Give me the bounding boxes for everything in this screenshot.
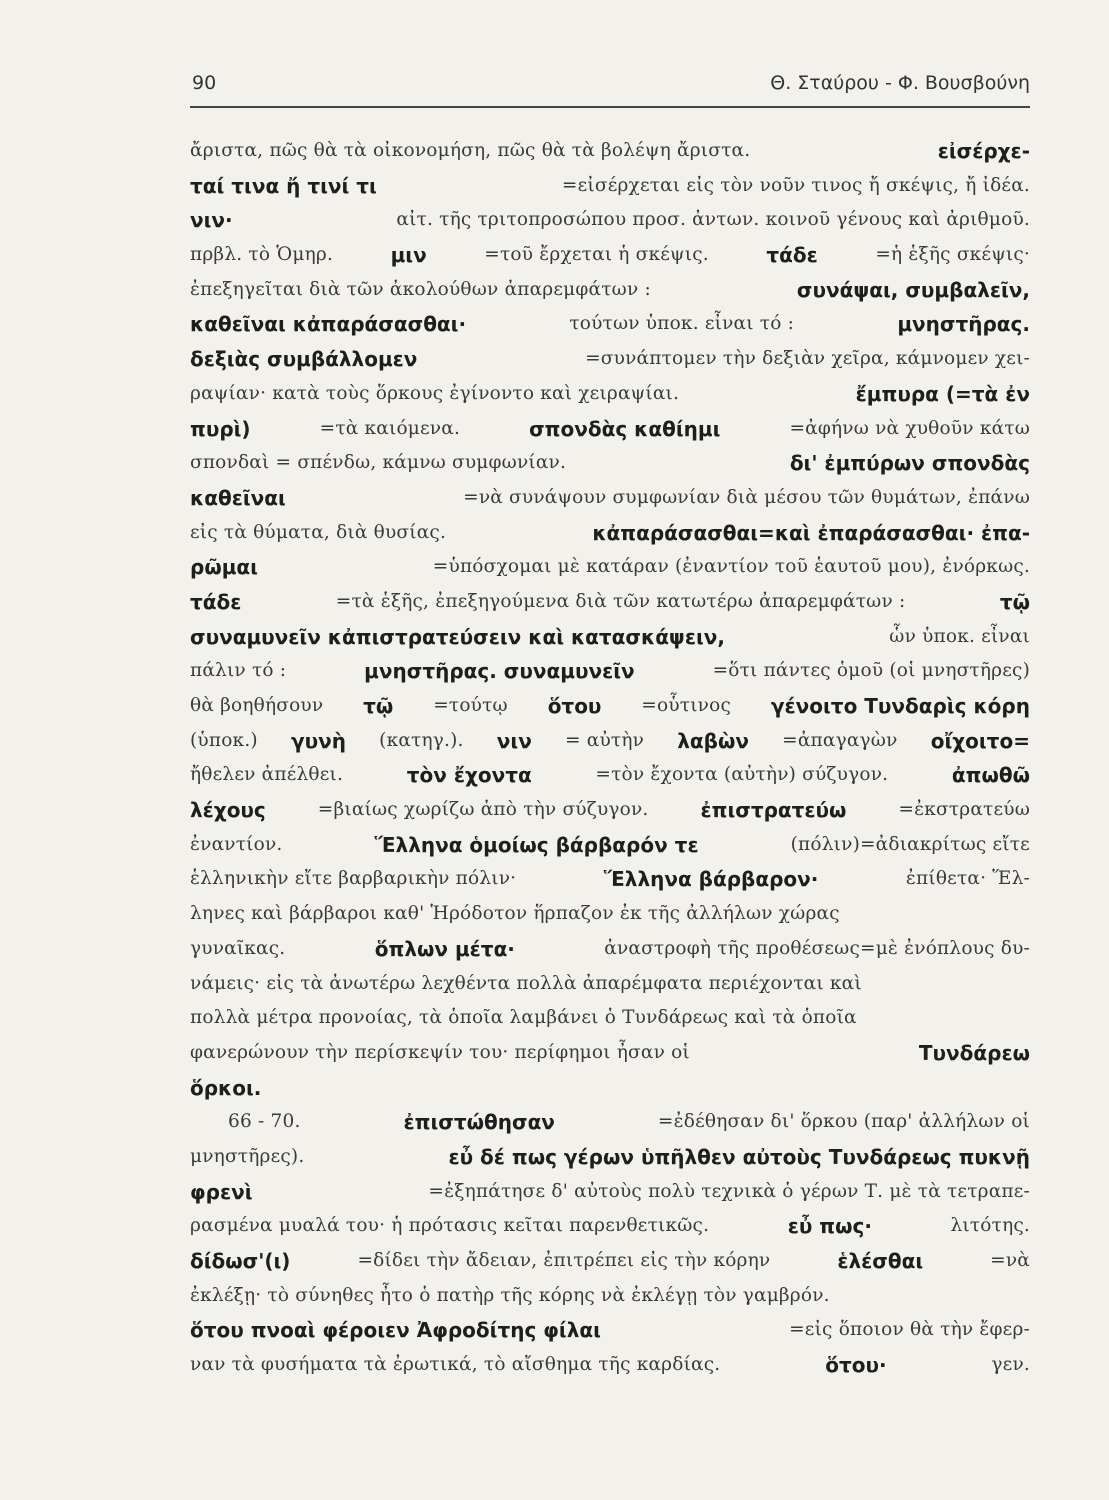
lemma-term: καθεῖναι [190,485,286,510]
gloss-text: =ἐκστρατεύω [898,799,1030,821]
gloss-text: ἄριστα, πῶς θὰ τὰ οἰκονομήση, πῶς θὰ τὰ βολέψη ἄριστα. [190,140,751,161]
text-line [190,932,1030,967]
text-line [190,516,1030,551]
text-line [190,828,1030,863]
text-line [190,273,1030,308]
page-header [192,72,1030,102]
gloss-text: ἀναστροφὴ τῆς προθέσεως=μὲ ἐνόπλους δυ- [604,937,1030,959]
lemma-term: φρενὶ [190,1179,253,1204]
header-rule [190,106,1030,108]
lemma-term: εὖ πως· [787,1214,872,1239]
gloss-text: ἐπίθετα· Ἕλ- [905,868,1030,890]
lemma-term: ὅπλων μέτα· [374,936,515,961]
text-line [190,620,1030,655]
gloss-text: =εἰς ὅποιον θὰ τὴν ἔφερ- [789,1319,1030,1341]
lemma-term: σπονδὰς καθίημι [529,416,721,441]
gloss-text: εἰς τὰ θύματα, διὰ θυσίας. [190,521,447,543]
gloss-text: =δίδει τὴν ἄδειαν, ἐπιτρέπει εἰς τὴν κόρην [357,1250,771,1271]
gloss-text: =ἀφήνω νὰ χυθοῦν κάτω [789,417,1030,439]
gloss-text: πολλὰ μέτρα προνοίας, τὰ ὁποῖα λαμβάνει ὁ Τυνδάρεως καὶ τὰ ὁποῖα [190,1007,857,1029]
text-line [190,1071,1030,1106]
lemma-term: ὅτου [547,694,602,718]
lemma-term: ἐπιστώθησαν [403,1110,555,1135]
gloss-text: ἐναντίον. [190,833,283,855]
text-line [190,1209,1030,1244]
gloss-text: (πόλιν)=ἀδιακρίτως εἴτε [790,833,1030,855]
gloss-text: =τὰ καιόμενα. [319,417,461,439]
gloss-text: (κατηγ.). [379,729,464,751]
gloss-text: ναν τὰ φυσήματα τὰ ἐρωτικά, τὸ αἴσθημα τῆς καρδίας. [190,1354,721,1376]
text-line [190,1175,1030,1210]
lemma-term: ὅτου πνοαὶ φέροιεν Ἀφροδίτης φίλαι [190,1318,601,1343]
gloss-text: =τὸν ἔχοντα (αὐτὴν) σύζυγον. [595,764,889,786]
lemma-term: τὸν ἔχοντα [406,763,532,788]
lemma-term: τάδε [190,589,242,614]
lemma-term: λαβὼν [677,728,749,753]
gloss-text: =νὰ [990,1250,1030,1271]
gloss-text: = αὐτὴν [565,729,645,751]
lemma-term: πυρὶ) [190,416,251,441]
gloss-text: =συνάπτομεν τὴν δεξιὰν χεῖρα, κάμνομεν χει- [585,348,1030,370]
gloss-text: γεν. [991,1354,1030,1376]
lemma-term: γένοιτο Τυνδαρὶς κόρη [770,694,1030,718]
gloss-text: =νὰ συνάψουν συμφωνίαν διὰ μέσου τῶν θυμάτων, ἐπάνω [463,486,1030,508]
lemma-term: Ἕλληνα βάρβαρον· [603,867,819,892]
gloss-text: =εἰσέρχεται εἰς τὸν νοῦν τινος ἤ σκέψις, ἤ ἰδέα. [561,174,1030,196]
lemma-term: δίδωσ'(ι) [190,1249,291,1273]
gloss-text: λιτότης. [950,1215,1030,1237]
lemma-term: ρῶμαι [190,555,258,580]
text-line [190,342,1030,377]
lemma-term: νιν [496,728,532,753]
commentary-text [190,134,1030,1383]
text-line [190,169,1030,204]
gloss-text: =τὰ ἑξῆς, ἐπεξηγούμενα διὰ τῶν κατωτέρω ἀπαρεμφάτων : [335,590,906,612]
gloss-text: ἐπεξηγεῖται διὰ τῶν ἀκολούθων ἀπαρεμφάτων : [190,278,651,300]
lemma-term: ἑλέσθαι [837,1249,924,1273]
gloss-text: =ἡ ἑξῆς σκέψις· [875,244,1030,266]
text-line [190,550,1030,585]
text-line [190,758,1030,793]
text-line [190,1279,1030,1314]
text-line [190,203,1030,238]
lemma-term: ἀπωθῶ [951,763,1030,788]
gloss-text: =ὅτι πάντες ὁμοῦ (οἱ μνηστῆρες) [712,660,1030,682]
gloss-text: ληνες καὶ βάρβαροι καθ' Ἡρόδοτον ἥρπαζον ἐκ τῆς ἀλλήλων χώρας [190,903,840,925]
text-line [190,412,1030,447]
lemma-term: λέχους [190,798,266,823]
text-line [190,1313,1030,1348]
text-line [190,446,1030,481]
text-line [190,967,1030,1002]
lemma-term: μνηστῆρας. συναμυνεῖν [364,659,635,684]
gloss-text: φανερώνουν τὴν περίσκεψίν του· περίφημοι ἦσαν οἱ [190,1041,690,1063]
gloss-text: =βιαίως χωρίζω ἀπὸ τὴν σύζυγον. [317,799,649,821]
gloss-text: =τούτῳ [433,695,508,716]
gloss-text: =οὗτινος [641,695,732,716]
gloss-text: ὧν ὑποκ. εἶναι [889,625,1030,647]
text-line [190,1140,1030,1175]
gloss-text: ἑλληνικὴν εἴτε βαρβαρικὴν πόλιν· [190,868,517,890]
lemma-term: εὖ δέ πως γέρων ὑπῆλθεν αὐτοὺς Τυνδάρεως πυκνῇ [448,1144,1030,1169]
gloss-text: νάμεις· εἰς τὰ ἀνωτέρω λεχθέντα πολλὰ ἀπαρέμφατα περιέχονται καὶ [190,972,862,994]
text-line [190,307,1030,342]
lemma-term: ὅρκοι. [190,1075,262,1100]
gloss-text: γυναῖκας. [190,937,286,959]
lemma-term: ταί τινα ἤ τινί τι [190,173,377,198]
gloss-text: τούτων ὑποκ. εἶναι τό : [569,313,795,335]
lemma-term: καθεῖναι κἀπαράσασθαι· [190,312,467,337]
lemma-term: μιν [390,243,427,268]
lemma-term: τῷ [363,694,394,718]
gloss-text: πάλιν τό : [190,660,287,682]
gloss-text: θὰ βοηθήσουν [190,695,324,716]
gloss-text: πρβλ. τὸ Ὁμηρ. [190,244,334,266]
text-line [190,1036,1030,1071]
gloss-text: σπονδαὶ = σπένδω, κάμνω συμφωνίαν. [190,452,567,474]
lemma-term: μνηστῆρας. [897,312,1030,337]
text-line [190,1001,1030,1036]
lemma-term: Ἕλληνα ὁμοίως βάρβαρόν τε [374,832,699,857]
gloss-text: ραψίαν· κατὰ τοὺς ὅρκους ἐγίνοντο καὶ χειραψίαι. [190,382,680,404]
lemma-term: συνάψαι, συμβαλεῖν, [796,277,1030,302]
lemma-term: τάδε [766,243,818,268]
lemma-term: ἐπιστρατεύω [700,798,847,823]
gloss-text: (ὑποκ.) [190,729,258,751]
text-line [190,238,1030,273]
lemma-term: ἔμπυρα (=τὰ ἐν [855,381,1030,406]
gloss-text: αἰτ. τῆς τριτοπροσώπου προσ. ἀντων. κοινοῦ γένους καὶ ἀριθμοῦ. [396,209,1030,231]
text-line [190,689,1030,724]
running-head: Θ. Σταύρου - Φ. Βουσβούνη [770,72,1030,94]
gloss-text: 66 - 70. [228,1111,301,1133]
gloss-text: ἐκλέξῃ· τὸ σύνηθες ἦτο ὁ πατὴρ τῆς κόρης νὰ ἐκλέγῃ τὸν γαμβρόν. [190,1284,830,1306]
lemma-term: κἀπαράσασθαι=καὶ ἐπαράσασθαι· ἐπα- [592,520,1030,545]
lemma-term: γυνὴ [291,728,346,753]
gloss-text: μνηστῆρες). [190,1145,305,1167]
text-line [190,862,1030,897]
gloss-text: =ἐξηπάτησε δ' αὐτοὺς πολὺ τεχνικὰ ὁ γέρων Τ. μὲ τὰ τετραπε- [428,1180,1030,1202]
text-line [190,1348,1030,1383]
gloss-text: ἤθελεν ἀπέλθει. [190,764,344,786]
text-line [190,585,1030,620]
lemma-term: δι' ἐμπύρων σπονδὰς [789,451,1030,476]
page-number: 90 [192,72,217,94]
gloss-text: =ἀπαγαγὼν [782,729,898,751]
text-line [190,1244,1030,1279]
text-line [190,377,1030,412]
text-line [190,793,1030,828]
text-line [190,481,1030,516]
lemma-term: συναμυνεῖν κἀπιστρατεύσειν καὶ κατασκάψειν, [190,624,725,649]
gloss-text: =τοῦ ἔρχεται ἡ σκέψις. [484,244,709,266]
text-line [190,1105,1030,1140]
lemma-term: νιν· [190,208,233,233]
lemma-term: ὅτου· [825,1353,887,1378]
lemma-term: τῷ [999,589,1030,614]
text-line [190,897,1030,932]
gloss-text: ρασμένα μυαλά του· ἡ πρότασις κεῖται παρενθετικῶς. [190,1215,710,1237]
text-line [190,724,1030,759]
lemma-term: οἴχοιτο= [930,728,1030,753]
lemma-term: εἰσέρχε- [937,139,1030,163]
gloss-text: =ὑπόσχομαι μὲ κατάραν (ἐναντίον τοῦ ἑαυτοῦ μου), ἐνόρκως. [432,556,1030,578]
lemma-term: Τυνδάρεω [918,1040,1030,1065]
lemma-term: δεξιὰς συμβάλλομεν [190,347,418,372]
gloss-text: =ἐδέθησαν δι' ὅρκου (παρ' ἀλλήλων οἱ [657,1111,1030,1133]
text-line [190,654,1030,689]
text-line [190,134,1030,169]
